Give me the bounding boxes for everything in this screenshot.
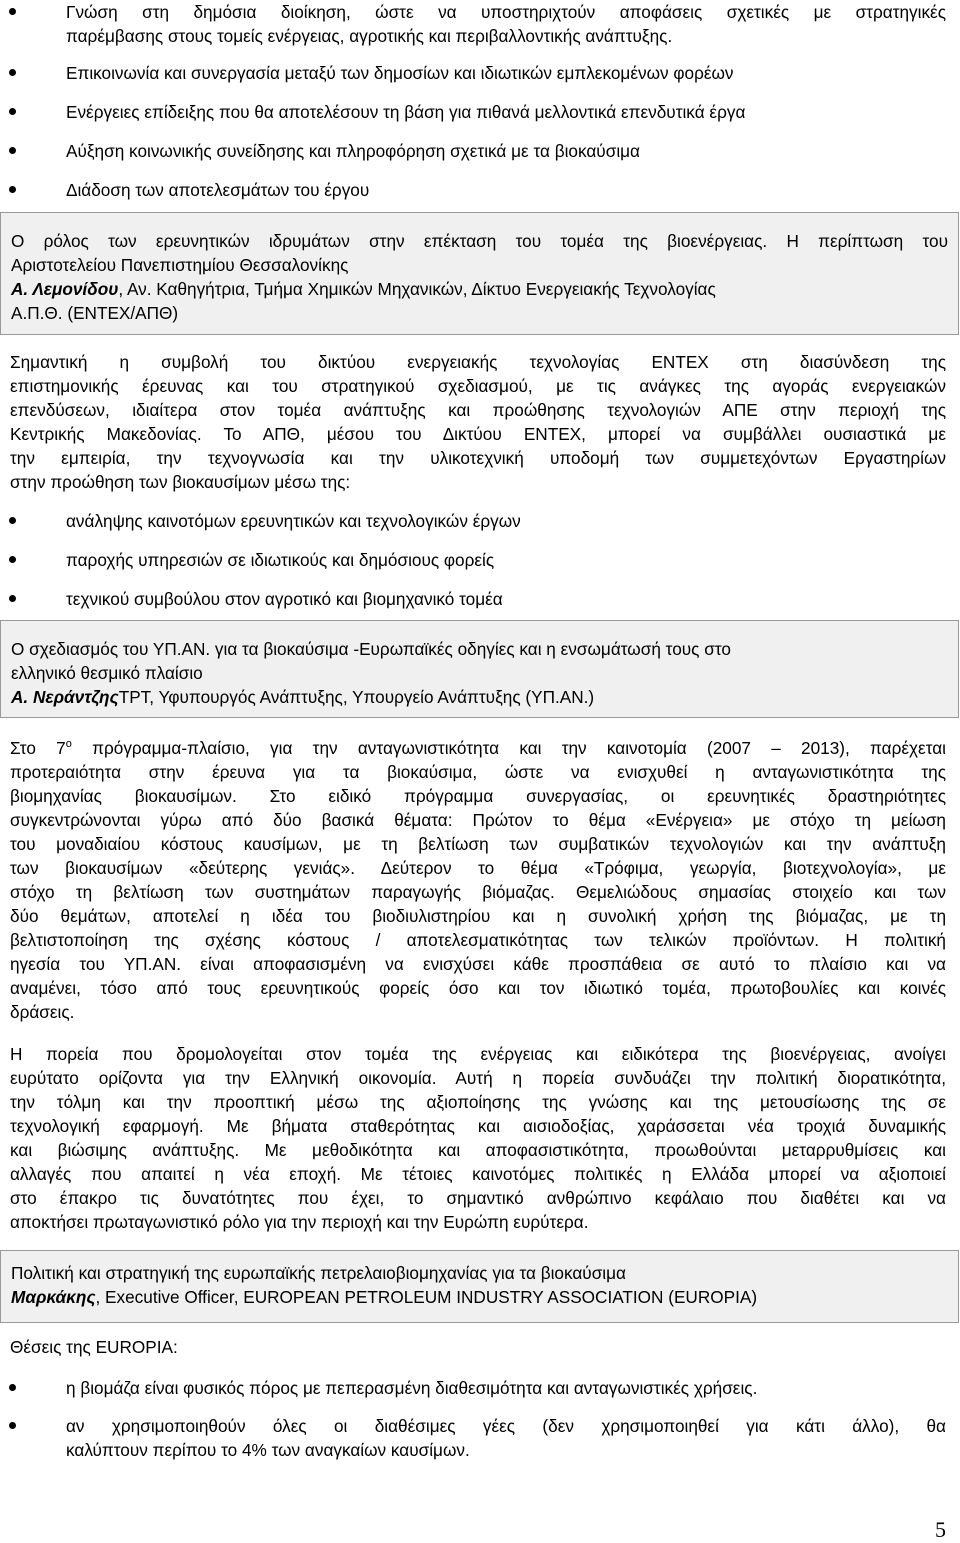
speaker-line — [11, 1285, 948, 1309]
speaker-role: , Αν. Καθηγήτρια, Τμήμα Χημικών Μηχανικών, Δίκτυο Ενεργειακής Τεχνολογίας — [118, 279, 716, 299]
speaker-line — [11, 685, 948, 709]
paragraph-line: αναμένει, τόσο από τους ερευνητικούς φορείς όσο και τον ιδιωτικό τομέα, πρωτοβουλίες και κοινές — [10, 978, 946, 998]
paragraph-line: προτεραιότητα στην έρευνα για τα βιοκαύσιμα, ώστε να ενισχυθεί η ανταγωνιστικότητα της — [10, 762, 946, 782]
list-item-continuation: καλύπτουν περίπου το 4% των αναγκαίων καυσίμων. — [66, 1440, 470, 1460]
paragraph-line: Κεντρικής Μακεδονίας. Το ΑΠΘ, μέσου του Δικτύου ΕΝΤΕΧ, μπορεί να συμβάλλει ουσιαστικά με — [10, 424, 946, 444]
list-item: παροχής υπηρεσιών σε ιδιωτικούς και δημόσιους φορείς — [66, 550, 495, 570]
list-item: Επικοινωνία και συνεργασία μεταξύ των δημοσίων και ιδιωτικών εμπλεκομένων φορέων — [66, 63, 734, 83]
paragraph-line: Σημαντική η συμβολή του δικτύου ενεργειακής τεχνολογίας ΕΝΤΕΧ στη διασύνδεση της — [10, 352, 946, 372]
paragraph-line: επιστημονικής έρευνας και του στρατηγικού σχεδιασμού, με τις ανάγκες της αγοράς ενεργειακών — [10, 376, 946, 396]
paragraph-line: την εμπειρία, την τεχνογνωσία και την υλικοτεχνική υποδομή των συμμετεχόντων Εργαστηρίων — [10, 448, 946, 468]
speaker-role: ΤΡΤ, Υφυπουργός Ανάπτυξης, Υπουργείο Ανάπτυξης (ΥΠ.ΑΝ.) — [118, 687, 595, 707]
paragraph-line: βελτιστοποίηση της σχέσης κόστους / αποτελεσματικότητας των τελικών προϊόντων. Η πολιτική — [10, 930, 946, 950]
paragraph-line: αλλαγές που απαιτεί η νέα εποχή. Με τέτοιες καινοτόμες πολιτικές η Ελλάδα μπορεί να αξιοποιεί — [10, 1164, 946, 1184]
positions-heading: Θέσεις της EUROPIA: — [10, 1337, 178, 1357]
list-item: ανάληψης καινοτόμων ερευνητικών και τεχνολογικών έργων — [66, 511, 521, 531]
paragraph-line: δύο θεμάτων, αποτελεί η ιδέα του βιοδιυλιστηρίου και η συνολική χρήση της βιόμαζας, με τη — [10, 906, 946, 926]
paragraph-line: βιομηχανίας βιοκαυσίμων. Στο ειδικό πρόγραμμα συνεργασίας, οι ερευνητικές δραστηριότητες — [10, 786, 946, 806]
page-number: 5 — [935, 1517, 946, 1542]
paragraph-line: στόχο τη βελτίωση των συστημάτων παραγωγής βιόμαζας. Θεμελιώδους σημασίας στοιχείο και των — [10, 882, 946, 902]
bullet-dot — [9, 1422, 16, 1429]
paragraph-line: ηγεσία του ΥΠ.ΑΝ. είναι αποφασισμένη να ενισχύσει κάθε προσπάθεια σε αυτό το πλαίσιο και να — [10, 954, 946, 974]
speaker-role: , Executive Officer, EUROPEAN PETROLEUM INDUSTRY ASSOCIATION (EUROPIA) — [95, 1287, 758, 1307]
list-item-continuation: παρέμβασης στους τομείς ενέργειας, αγροτικής και περιβαλλοντικής ανάπτυξης. — [66, 26, 673, 46]
paragraph-line: στην προώθηση των βιοκαυσίμων μέσω της: — [10, 472, 351, 492]
bullet-dot — [9, 186, 16, 193]
paragraph-line: αποκτήσει πρωταγωνιστικό ρόλο για την περιοχή και την Ευρώπη ευρύτερα. — [10, 1212, 589, 1232]
speaker-line — [11, 277, 948, 301]
paragraph-line: τεχνολογική εφαρμογή. Με βήματα σταθερότητας και αισιοδοξίας, χαράσσεται νέα τροχιά δυναμικής — [10, 1116, 946, 1136]
paragraph-line: των βιοκαυσίμων «δεύτερης γενιάς». Δεύτερον το θέμα «Τρόφιμα, γεωργία, βιοτεχνολογία», με — [10, 858, 946, 878]
bullet-dot — [9, 517, 16, 524]
list-item: Γνώση στη δημόσια διοίκηση, ώστε να υποστηριχτούν αποφάσεις σχετικές με στρατηγικές — [66, 2, 946, 22]
session-box-2 — [0, 620, 959, 718]
list-item: αν χρησιμοποιηθούν όλες οι διαθέσιμες γέες (δεν χρησιμοποιηθεί για κάτι άλλο), θα — [66, 1416, 946, 1436]
list-item: τεχνικού συμβούλου στον αγροτικό και βιομηχανικό τομέα — [66, 589, 503, 609]
paragraph-line: επενδύσεων, ιδιαίτερα στον τομέα ανάπτυξης και προώθησης τεχνολογιών ΑΠΕ στην περιοχή της — [10, 400, 946, 420]
paragraph-line: Η πορεία που δρομολογείται στον τομέα της ενέργειας και ειδικότερα της βιοενέργειας, ανοίγει — [10, 1044, 946, 1064]
session-title-continuation: ελληνικό θεσμικό πλαίσιο — [11, 663, 203, 683]
paragraph-line: στο έπακρο τις δυνατότητες που έχει, το σημαντικό ανθρώπινο κεφάλαιο που διαθέτει και να — [10, 1188, 946, 1208]
session-box-1 — [0, 212, 959, 335]
paragraph-line: την τόλμη και την προοπτική μέσω της αξιοποίησης της γνώσης και της μετουσίωσης της σε — [10, 1092, 946, 1112]
speaker-name: Α. Νεράντζης — [11, 687, 119, 707]
paragraph-line: συγκεντρώνονται γύρω από δύο βασικά θέματα: Πρώτον το θέμα «Ενέργεια» με στόχο τη μείωση — [10, 810, 946, 830]
list-item: η βιομάζα είναι φυσικός πόρος με πεπερασμένη διαθεσιμότητα και ανταγωνιστικές χρήσεις. — [66, 1378, 758, 1398]
paragraph-line: ευρύτατο ορίζοντα για την Ελληνική οικονομία. Αυτή η πορεία συνδυάζει την πολιτική διορατικότητα, — [10, 1068, 946, 1088]
bullet-dot — [9, 8, 16, 15]
session-title-continuation: Αριστοτελείου Πανεπιστημίου Θεσσαλονίκης — [11, 255, 349, 275]
paragraph-line: και βιώσιμης ανάπτυξης. Με μεθοδικότητα και αποφασιστικότητα, προωθούνται μεταρρυθμίσεις και — [10, 1140, 946, 1160]
paragraph-line: του μοναδιαίου κόστους καυσίμων, με τη βελτίωση των συμβατικών τεχνολογιών και την ανάπτυξη — [10, 834, 946, 854]
bullet-dot — [9, 147, 16, 154]
paragraph-line: Στο $7^o$ πρόγραμμα-πλαίσιο, για την ανταγωνιστικότητα και την καινοτομία (2007 – 2013), παρέχεται — [10, 738, 946, 758]
bullet-dot — [9, 69, 16, 76]
bullet-dot — [9, 595, 16, 602]
paragraph-line: δράσεις. — [10, 1002, 75, 1022]
session-title: Πολιτική και στρατηγική της ευρωπαϊκής πετρελαιοβιομηχανίας για τα βιοκαύσιμα — [11, 1263, 626, 1283]
speaker-name: Α. Λεμονίδου — [11, 279, 119, 299]
list-item: Διάδοση των αποτελεσμάτων του έργου — [66, 180, 370, 200]
list-item: Ενέργειες επίδειξης που θα αποτελέσουν τη βάση για πιθανά μελλοντικά επενδυτικά έργα — [66, 102, 746, 122]
bullet-dot — [9, 556, 16, 563]
session-box-3 — [0, 1250, 959, 1323]
list-item: Αύξηση κοινωνικής συνείδησης και πληροφόρηση σχετικά με τα βιοκαύσιμα — [66, 141, 640, 161]
bullet-dot — [9, 108, 16, 115]
bullet-dot — [9, 1384, 16, 1391]
speaker-role-continuation: Α.Π.Θ. (ΕΝΤΕΧ/ΑΠΘ) — [11, 303, 179, 323]
session-title: Ο σχεδιασμός του ΥΠ.ΑΝ. για τα βιοκαύσιμα -Ευρωπαϊκές οδηγίες και η ενσωμάτωσή τους στο — [11, 639, 731, 659]
session-title: Ο ρόλος των ερευνητικών ιδρυμάτων στην επέκταση του τομέα της βιοενέργειας. Η περίπτωση του — [11, 231, 948, 251]
speaker-name: Μαρκάκης — [11, 1287, 96, 1307]
